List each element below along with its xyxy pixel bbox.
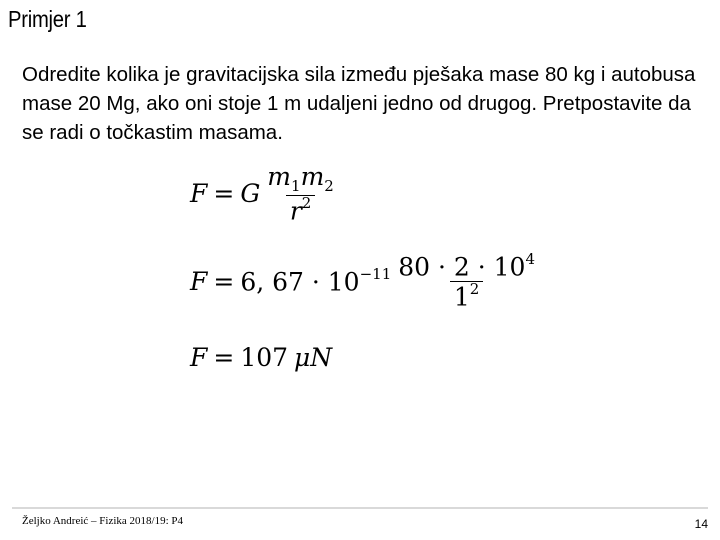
eq2-coefficient — [240, 267, 391, 296]
eq2-fraction — [394, 252, 539, 312]
eq1-denominator — [286, 195, 316, 225]
eq1-lhs: F — [190, 179, 208, 209]
eq1-numerator — [263, 162, 338, 195]
eq3-value: 107 — [240, 343, 289, 372]
eq1-m2-sub: 2 — [324, 177, 334, 195]
eq1-m1-sub: 1 — [291, 177, 301, 195]
equation-newton-gravitation — [190, 162, 338, 225]
eq1-m1: m — [267, 162, 292, 191]
eq2-equals: = — [213, 267, 235, 297]
eq2-coef-base: 6, 67 · 10 — [240, 267, 360, 297]
eq1-constant-g: G — [240, 179, 261, 209]
eq2-denominator — [450, 281, 483, 311]
eq2-numerator — [394, 252, 539, 281]
footer-divider — [12, 507, 708, 509]
eq2-num-exp: 4 — [525, 250, 535, 268]
eq2-num-base: 80 · 2 · 10 — [398, 252, 526, 282]
eq3-unit-prefix: μ — [294, 343, 311, 372]
eq1-r: r — [289, 196, 302, 226]
eq3-unit: N — [310, 343, 333, 372]
equation-result — [190, 343, 332, 372]
eq2-den-base: 1 — [453, 282, 470, 312]
eq1-fraction — [263, 162, 338, 225]
eq1-r-sup: 2 — [301, 194, 312, 212]
problem-statement: Odredite kolika je gravitacijska sila između pješaka mase 80 kg i autobusa mase 20 Mg, ako oni stoje 1 m udaljeni jedno od drugog. Pretpostavite da se radi o točkastim masama. — [22, 63, 696, 144]
eq1-m2: m — [300, 162, 325, 191]
eq1-equals: = — [213, 179, 235, 209]
footer-author-course: Željko Andreić – Fizika 2018/19: P4 — [22, 515, 184, 527]
eq2-lhs: F — [190, 267, 208, 297]
eq2-coef-exp: −11 — [359, 265, 392, 284]
eq3-lhs: F — [190, 343, 208, 372]
eq3-equals: = — [213, 343, 235, 372]
equation-substitution — [190, 252, 539, 312]
slide-title: Primjer 1 — [8, 6, 87, 32]
page-number: 14 — [694, 517, 708, 531]
eq2-den-exp: 2 — [469, 280, 480, 299]
